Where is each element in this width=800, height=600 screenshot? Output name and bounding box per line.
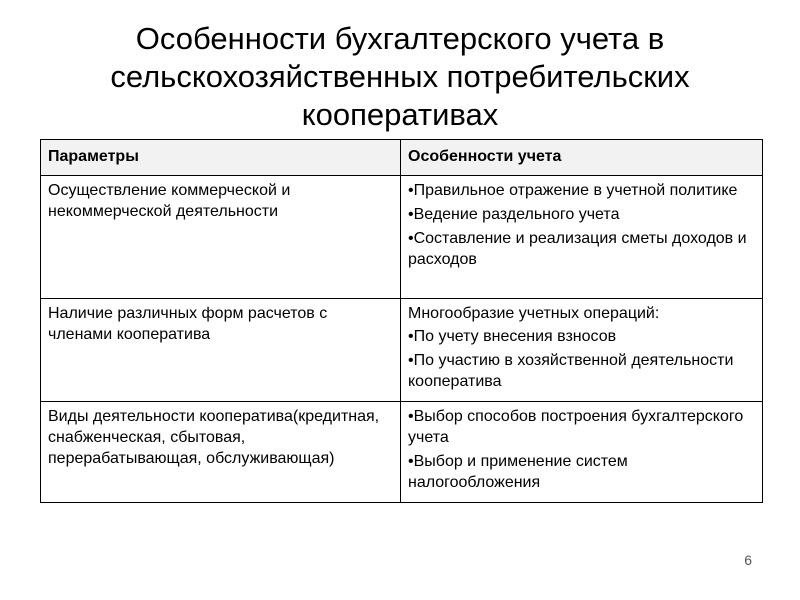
feature-item: •По участию в хозяйственной деятельности кооператива [408, 352, 734, 390]
features-list [408, 406, 756, 493]
page-number: 6 [744, 552, 752, 568]
header-features: Особенности учета [401, 140, 763, 176]
title-line-2: сельскохозяйственных потребительских [110, 59, 690, 94]
header-parameters: Параметры [41, 140, 401, 176]
features-list [408, 326, 756, 392]
features-cell [401, 299, 763, 402]
table-row [41, 299, 763, 402]
table-header-row [41, 140, 763, 176]
param-cell: Виды деятельности кооператива(кредитная, снабженческая, сбытовая, перерабатывающая, обслуживающая) [41, 402, 401, 503]
slide-title [0, 20, 800, 134]
title-line-3: кооперативах [301, 97, 499, 132]
param-cell: Наличие различных форм расчетов с членами кооператива [41, 299, 401, 402]
feature-item: •Выбор и применение систем налогообложения [408, 453, 628, 491]
features-cell [401, 402, 763, 503]
table-row [41, 176, 763, 299]
feature-item: •По учету внесения взносов [408, 328, 617, 345]
feature-item: •Составление и реализация сметы доходов и расходов [408, 230, 747, 268]
param-cell: Осуществление коммерческой и некоммерческой деятельности [41, 176, 401, 299]
title-line-1: Особенности бухгалтерского учета в [135, 21, 665, 56]
features-table [40, 139, 763, 503]
features-list [408, 180, 756, 270]
feature-item: •Ведение раздельного учета [408, 206, 620, 223]
features-intro: Многообразие учетных операций: [408, 305, 660, 322]
features-cell [401, 176, 763, 299]
table-row [41, 402, 763, 503]
feature-item: •Правильное отражение в учетной политике [408, 182, 738, 199]
feature-item: •Выбор способов построения бухгалтерского учета [408, 408, 744, 446]
